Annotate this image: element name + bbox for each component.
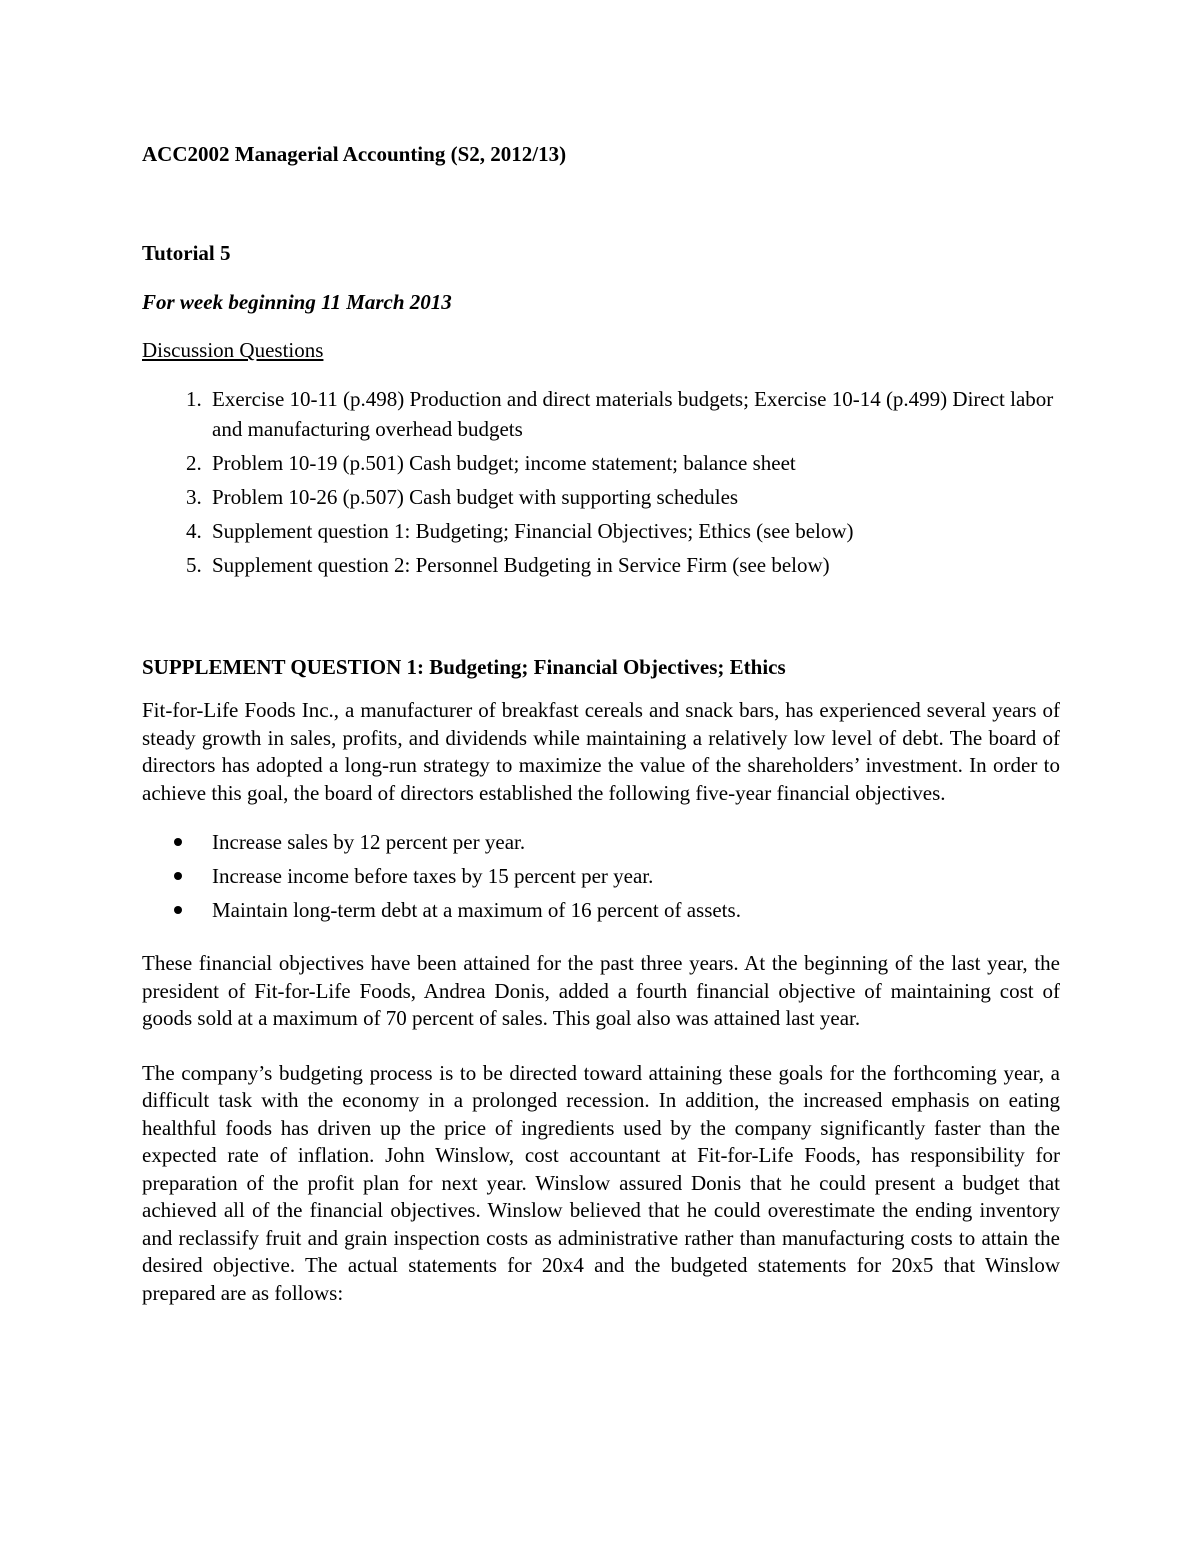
list-item-number: 3.	[186, 485, 202, 509]
list-item-text: Supplement question 1: Budgeting; Financial Objectives; Ethics (see below)	[212, 519, 854, 543]
discussion-heading: Discussion Questions	[142, 338, 324, 362]
list-item-text: Increase sales by 12 percent per year.	[212, 830, 526, 854]
list-item	[186, 384, 1060, 444]
bullet-icon	[174, 838, 182, 846]
list-item	[186, 550, 1060, 580]
supplement-paragraph-3: The company’s budgeting process is to be directed toward attaining these goals for the forthcoming year, a difficult task with the economy in a prolonged recession. In addition, the increased emphasis on eating healthful foods has driven up the price of ingredients used by the company significantly faster than the expected rate of inflation. John Winslow, cost accountant at Fit-for-Life Foods, has responsibility for preparation of the profit plan for next year. Winslow assured Donis that he could present a budget that achieved all of the financial objectives. Winslow believed that he could overestimate the ending inventory and reclassify fruit and grain inspection costs as administrative rather than manufacturing costs to attain the desired objective. The actual statements for 20x4 and the budgeted statements for 20x5 that Winslow prepared are as follows:	[142, 1060, 1060, 1305]
list-item-number: 5.	[186, 553, 202, 577]
list-item-text: Supplement question 2: Personnel Budgeting in Service Firm (see below)	[212, 553, 830, 577]
list-item	[186, 516, 1060, 546]
list-item-text: Increase income before taxes by 15 percent per year.	[212, 864, 654, 888]
list-item-number: 4.	[186, 519, 202, 543]
list-item-number: 2.	[186, 451, 202, 475]
list-item	[212, 893, 1060, 927]
supplement-paragraph-1: Fit-for-Life Foods Inc., a manufacturer of breakfast cereals and snack bars, has experienced several years of steady growth in sales, profits, and dividends while maintaining a relatively low level of debt. The board of directors has adopted a long-run strategy to maximize the value of the shareholders’ investment. In order to achieve this goal, the board of directors established the following five-year financial objectives.	[142, 698, 1060, 805]
list-item-text: Problem 10-19 (p.501) Cash budget; income statement; balance sheet	[212, 451, 796, 475]
bullet-icon	[174, 872, 182, 880]
discussion-list	[142, 384, 1060, 580]
list-item	[186, 448, 1060, 478]
objectives-list	[142, 825, 1060, 927]
week-line: For week beginning 11 March 2013	[142, 290, 452, 314]
list-item	[186, 482, 1060, 512]
list-item-number: 1.	[186, 387, 202, 411]
list-item-text: Maintain long-term debt at a maximum of 16 percent of assets.	[212, 898, 741, 922]
course-title: ACC2002 Managerial Accounting (S2, 2012/13)	[142, 142, 567, 166]
document-page	[142, 141, 1060, 1307]
list-item-text: Problem 10-26 (p.507) Cash budget with supporting schedules	[212, 485, 739, 509]
list-item-text: Exercise 10-11 (p.498) Production and direct materials budgets; Exercise 10-14 (p.499) Direct labor and manufacturing overhead budgets	[212, 387, 1054, 441]
tutorial-title: Tutorial 5	[142, 241, 231, 265]
supplement-paragraph-2: These financial objectives have been attained for the past three years. At the beginning of the last year, the president of Fit-for-Life Foods, Andrea Donis, added a fourth financial objective of maintaining cost of goods sold at a maximum of 70 percent of sales. This goal also was attained last year.	[142, 951, 1060, 1030]
list-item	[212, 825, 1060, 859]
list-item	[212, 859, 1060, 893]
bullet-icon	[174, 906, 182, 914]
supplement-heading: SUPPLEMENT QUESTION 1: Budgeting; Financial Objectives; Ethics	[142, 655, 786, 679]
